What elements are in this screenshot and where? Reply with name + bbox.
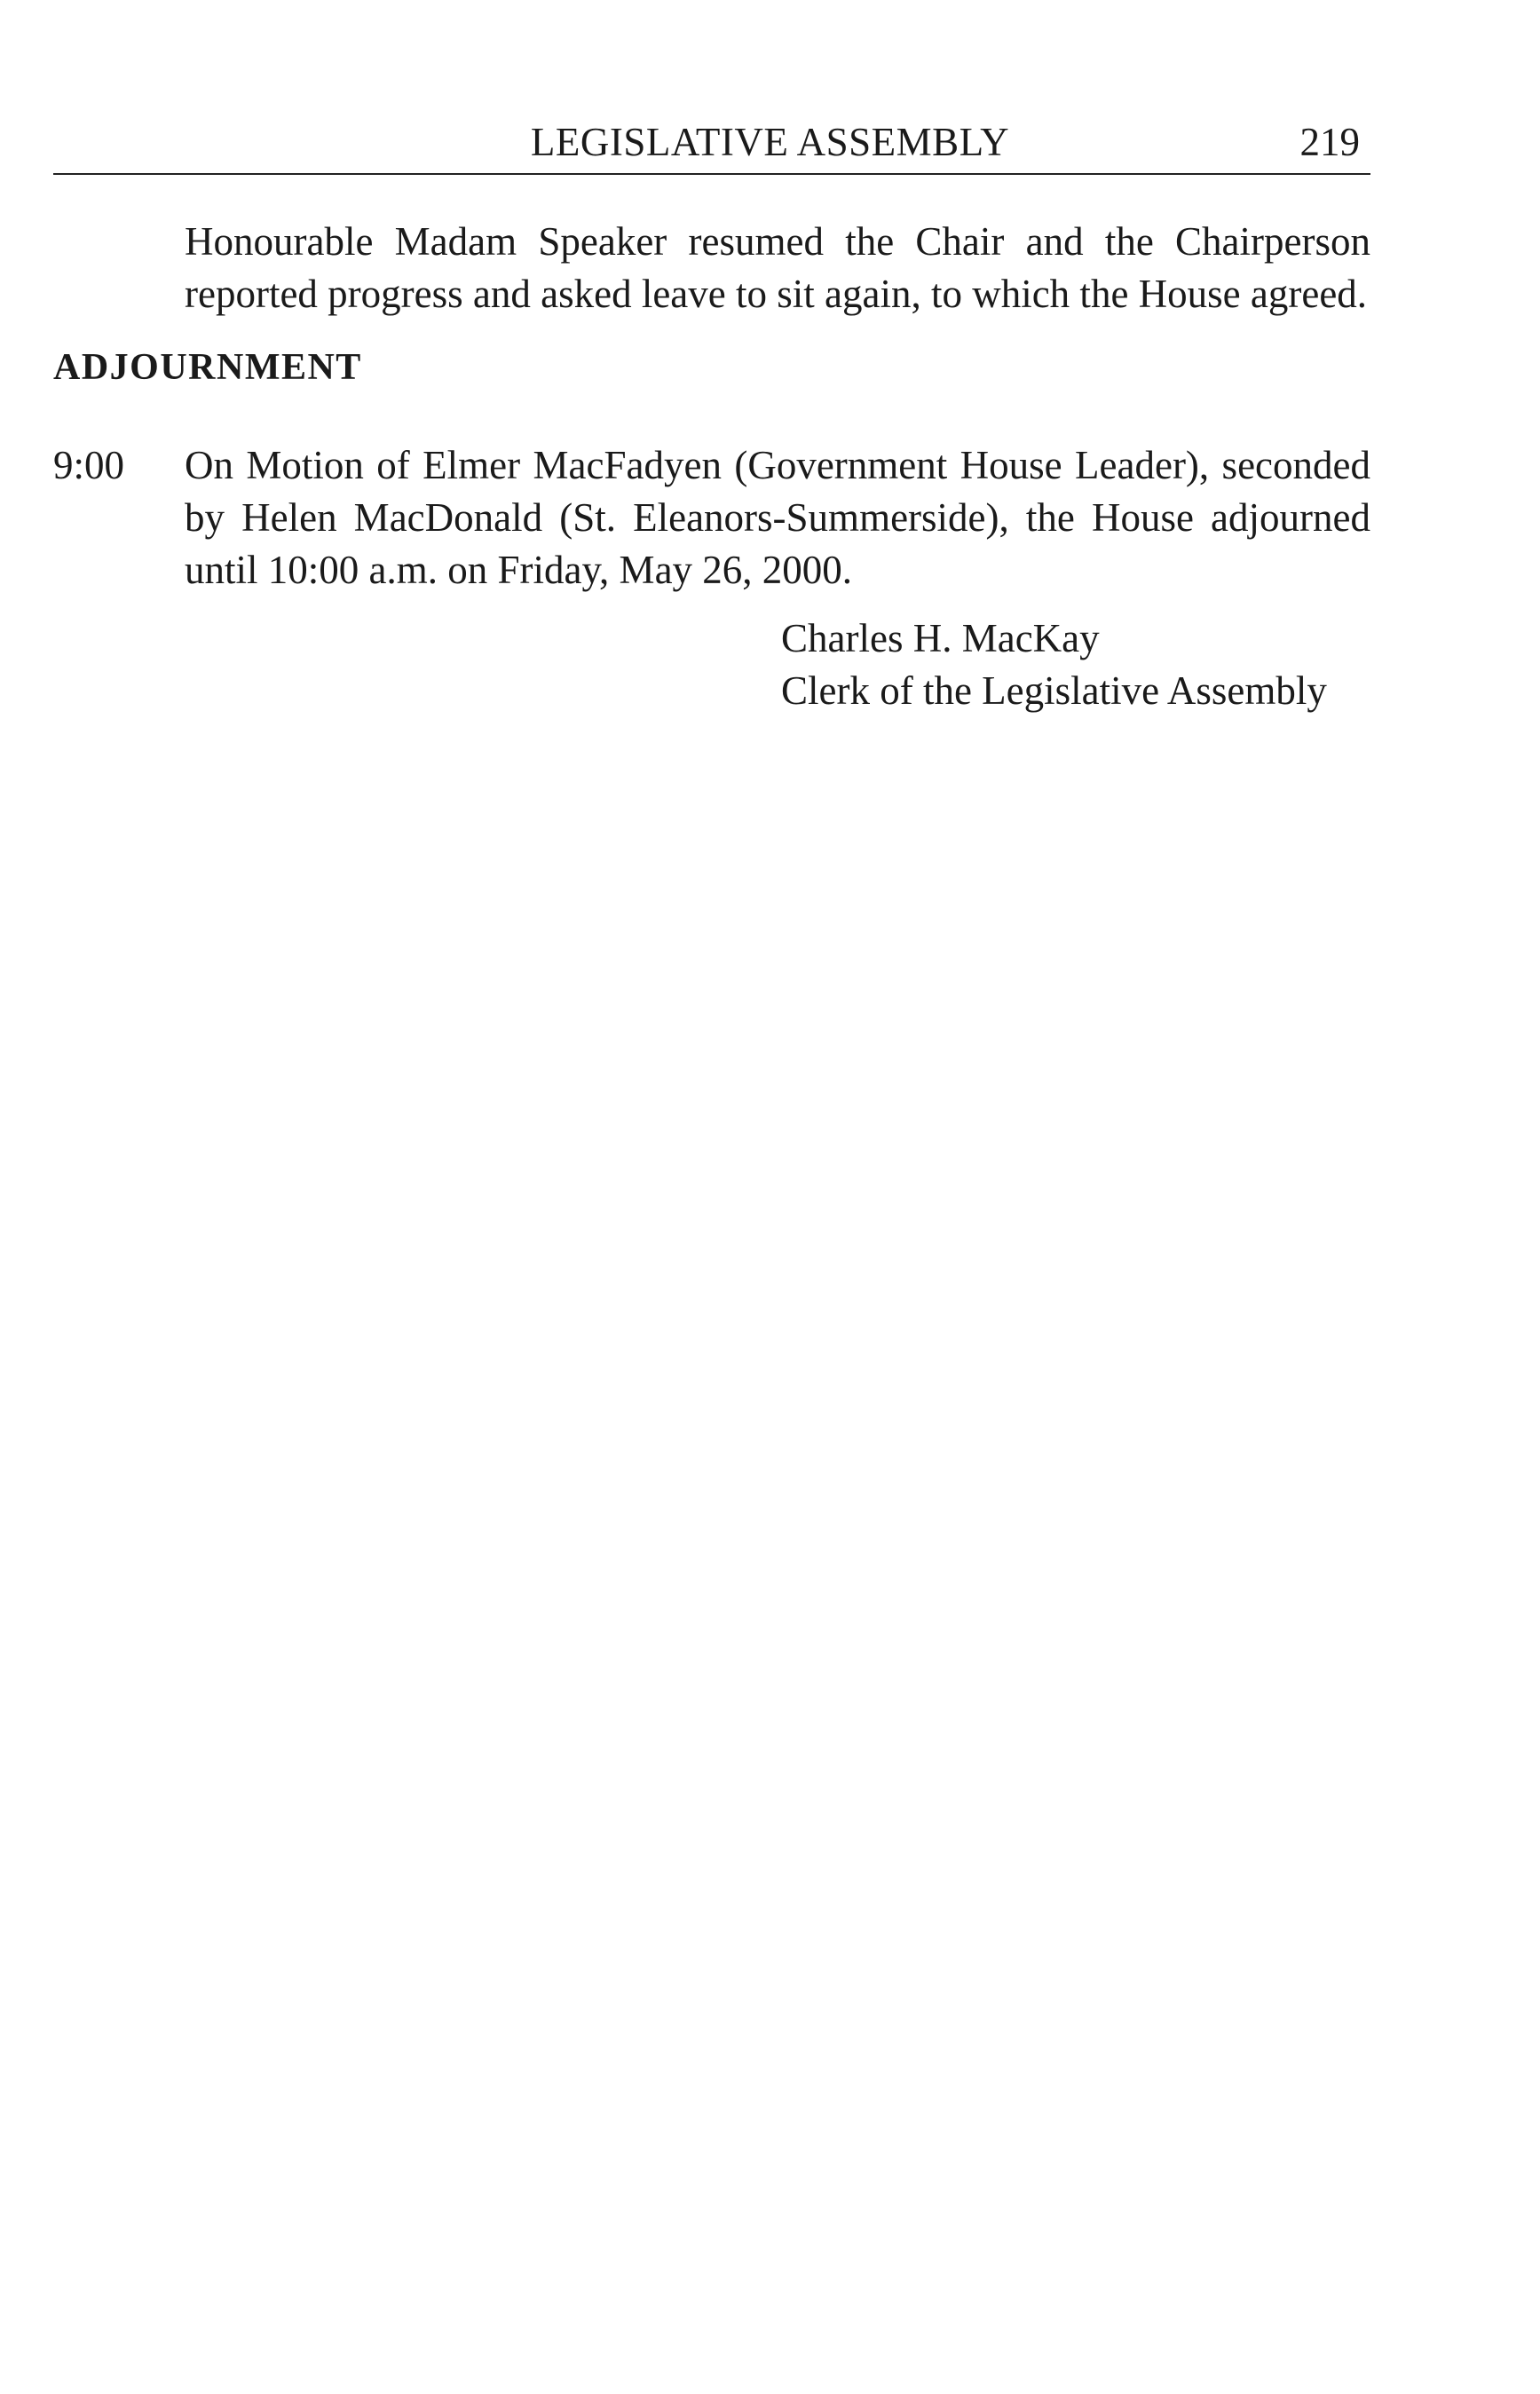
adjournment-motion-paragraph: On Motion of Elmer MacFadyen (Government House Leader), seconded by Helen MacDonald (St. Eleanors-Summerside), the House adjourned until 10:00 a.m. on Friday, May 26, 2000. [185,443,1370,592]
running-header-title: LEGISLATIVE ASSEMBLY [530,120,1010,164]
signatory-title: Clerk of the Legislative Assembly [781,668,1327,713]
signatory-name: Charles H. MacKay [781,616,1100,660]
signature-block [781,612,1327,717]
page-number: 219 [1299,120,1360,164]
speaker-resumed-paragraph: Honourable Madam Speaker resumed the Chair and the Chairperson reported progress and asked leave to sit again, to which the House agreed. [185,219,1370,316]
header-divider [53,173,1370,175]
section-heading-adjournment: ADJOURNMENT [53,347,362,388]
motion-time-label: 9:00 [53,443,125,487]
